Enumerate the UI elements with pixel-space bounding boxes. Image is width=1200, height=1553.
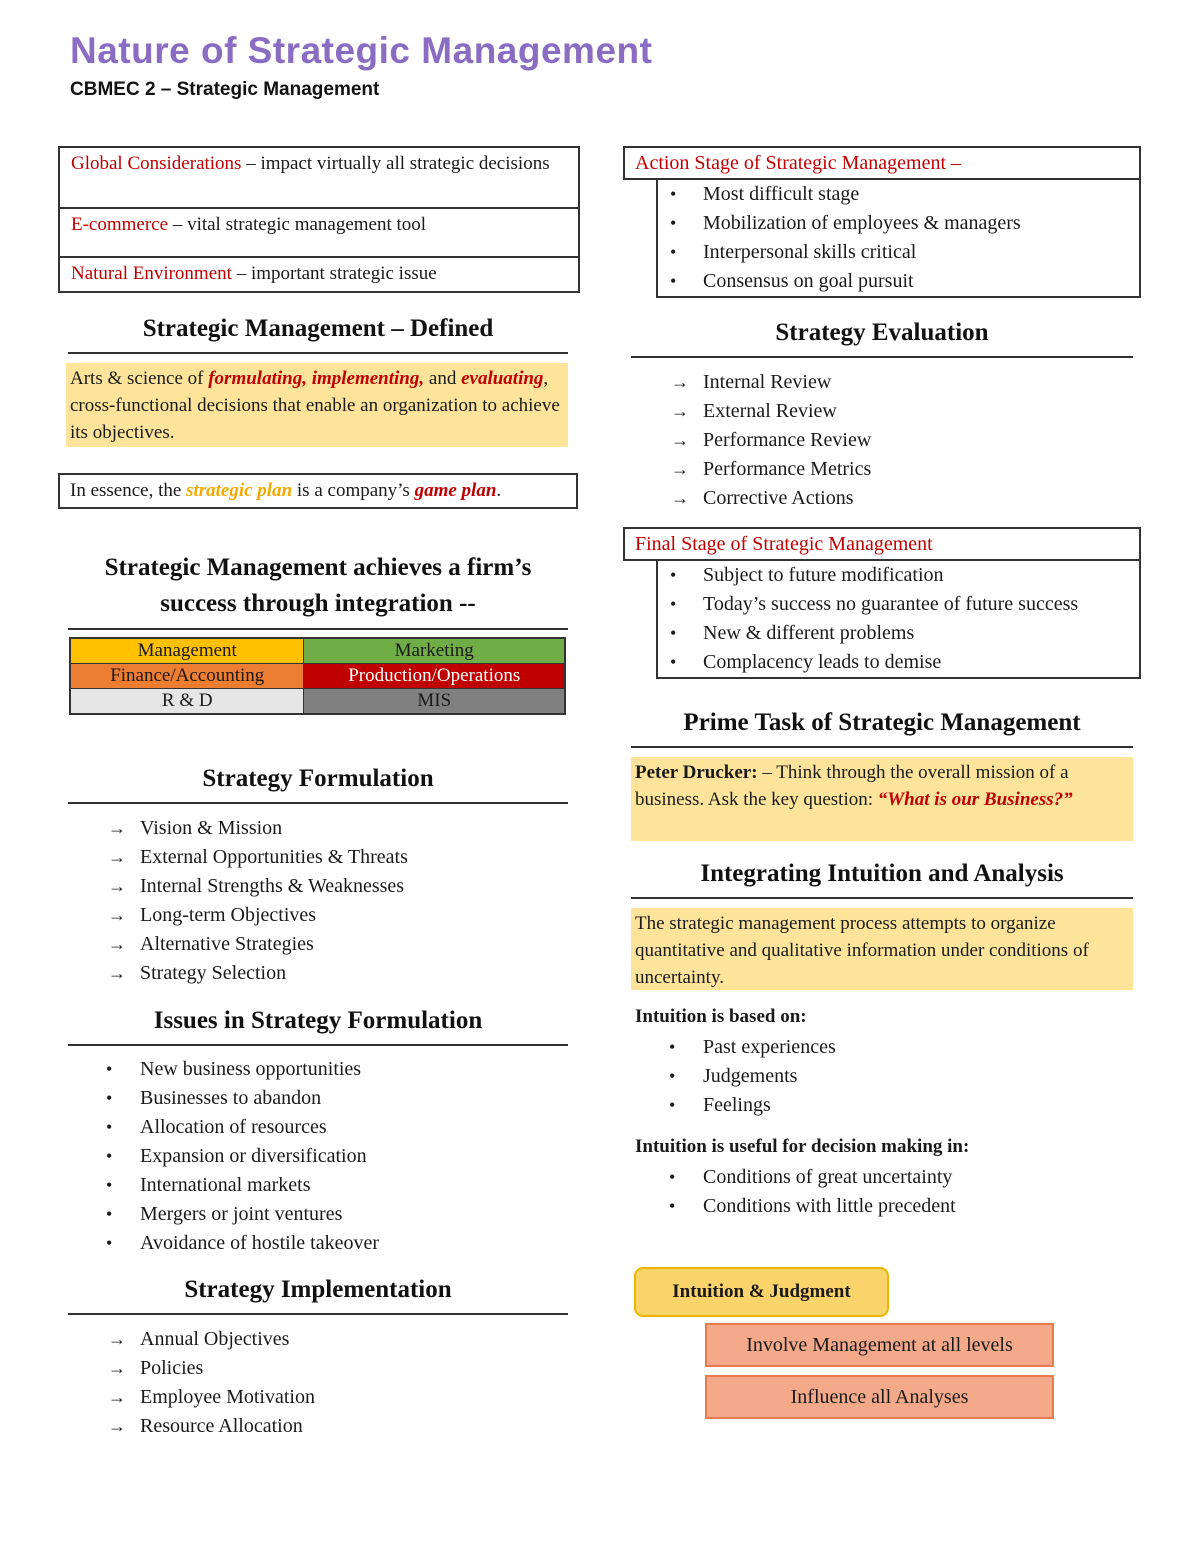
final-stage-box [623, 527, 1141, 679]
list-item [68, 1412, 568, 1441]
bullet-icon: • [670, 565, 677, 585]
arrow-icon: → [108, 1416, 126, 1436]
consideration-desc: – important strategic issue [231, 263, 437, 284]
list-item [658, 648, 1139, 677]
consideration-row [60, 148, 578, 209]
bullet-icon: • [106, 1175, 113, 1195]
definition-part: and [424, 368, 462, 389]
grid-cell-marketing: Marketing [304, 638, 565, 664]
grid-cell-rnd: R & D [70, 689, 304, 715]
arrow-icon: → [671, 488, 689, 508]
grid-cell-production: Production/Operations [304, 664, 565, 689]
essence-keyword: strategic plan [186, 480, 293, 501]
list-item [658, 561, 1139, 590]
consideration-row [60, 258, 578, 291]
prime-name: Peter Drucker: [635, 762, 758, 783]
bullet-icon: • [106, 1233, 113, 1253]
list-item-text: Internal Review [703, 371, 832, 393]
list-item-text: Today’s success no guarantee of future success [703, 593, 1079, 615]
essence-keyword: game plan [414, 480, 497, 501]
consideration-term: Natural Environment [71, 263, 232, 284]
list-item-text: Policies [140, 1357, 204, 1379]
issues-heading: Issues in Strategy Formulation [68, 1004, 568, 1046]
bullet-icon: • [670, 652, 677, 672]
list-item-text: Most difficult stage [703, 183, 860, 205]
list-item [68, 1113, 568, 1142]
list-item-text: External Review [703, 400, 837, 422]
list-item [68, 1055, 568, 1084]
list-item-text: International markets [140, 1174, 311, 1196]
bullet-icon: • [669, 1196, 676, 1216]
arrow-icon: → [108, 818, 126, 838]
list-item-text: Judgements [703, 1065, 798, 1087]
list-item [658, 209, 1139, 238]
arrow-icon: → [108, 934, 126, 954]
intuition-useful-list [631, 1163, 1131, 1221]
arrow-icon: → [108, 1329, 126, 1349]
definition-keyword: evaluating [461, 368, 544, 389]
essence-box [58, 473, 578, 509]
list-item-text: Complacency leads to demise [703, 651, 942, 673]
considerations-box [58, 146, 580, 293]
list-item-text: Performance Review [703, 429, 872, 451]
list-item [631, 484, 1133, 513]
bullet-icon: • [670, 623, 677, 643]
list-item-text: Feelings [703, 1094, 771, 1116]
list-item-text: Conditions of great uncertainty [703, 1166, 953, 1188]
final-stage-list-box [656, 561, 1141, 679]
intuition-useful-label: Intuition is useful for decision making in: [635, 1136, 970, 1157]
action-stage-list [658, 180, 1139, 296]
list-item [68, 814, 568, 843]
list-item-text: Avoidance of hostile takeover [140, 1232, 379, 1254]
list-item-text: Vision & Mission [140, 817, 283, 839]
definition-text [66, 363, 568, 447]
list-item-text: Allocation of resources [140, 1116, 327, 1138]
list-item-text: Long-term Objectives [140, 904, 317, 926]
list-item-text: Employee Motivation [140, 1386, 315, 1408]
list-item-text: Businesses to abandon [140, 1087, 322, 1109]
bullet-icon: • [106, 1146, 113, 1166]
bullet-icon: • [669, 1167, 676, 1187]
list-item [631, 455, 1133, 484]
list-item-text: External Opportunities & Threats [140, 846, 408, 868]
list-item-text: Mobilization of employees & managers [703, 212, 1021, 234]
arrow-icon: → [108, 876, 126, 896]
bullet-icon: • [670, 184, 677, 204]
implementation-heading: Strategy Implementation [68, 1273, 568, 1315]
bullet-icon: • [670, 213, 677, 233]
list-item [631, 397, 1133, 426]
integration-heading: Strategic Management achieves a firm’s success through integration -- [68, 550, 568, 630]
issues-list [68, 1055, 568, 1258]
list-item-text: Performance Metrics [703, 458, 872, 480]
arrow-icon: → [671, 372, 689, 392]
prime-text [631, 757, 1133, 841]
integration-grid [69, 637, 566, 715]
list-item-text: Consensus on goal pursuit [703, 270, 914, 292]
bullet-icon: • [106, 1117, 113, 1137]
consideration-desc: – impact virtually all strategic decisions [241, 153, 550, 174]
bullet-icon: • [670, 271, 677, 291]
list-item [68, 1171, 568, 1200]
intuition-based-label: Intuition is based on: [635, 1006, 807, 1027]
list-item [68, 843, 568, 872]
arrow-icon: → [108, 905, 126, 925]
grid-cell-mis: MIS [304, 689, 565, 715]
influence-analyses-box: Influence all Analyses [705, 1375, 1054, 1419]
page-subtitle: CBMEC 2 – Strategic Management [70, 79, 380, 100]
list-item-text: Annual Objectives [140, 1328, 290, 1350]
list-item [631, 1091, 1131, 1120]
list-item [631, 1163, 1131, 1192]
final-stage-heading: Final Stage of Strategic Management [623, 527, 1141, 561]
consideration-term: Global Considerations [71, 153, 242, 174]
bullet-icon: • [669, 1066, 676, 1086]
list-item-text: Interpersonal skills critical [703, 241, 917, 263]
intuition-judgment-pill: Intuition & Judgment [634, 1267, 889, 1317]
list-item [658, 180, 1139, 209]
list-item-text: New business opportunities [140, 1058, 362, 1080]
action-stage-list-box [656, 180, 1141, 298]
consideration-desc: – vital strategic management tool [168, 214, 427, 235]
prime-heading: Prime Task of Strategic Management [631, 706, 1133, 748]
list-item [68, 872, 568, 901]
list-item [631, 1033, 1131, 1062]
consideration-term: E-commerce [71, 214, 169, 235]
final-stage-list [658, 561, 1139, 677]
prime-desc: – Think through the overall mission of a business. Ask the key question: [635, 762, 1069, 810]
formulation-heading: Strategy Formulation [68, 762, 568, 804]
list-item [631, 368, 1133, 397]
list-item-text: New & different problems [703, 622, 915, 644]
arrow-icon: → [671, 430, 689, 450]
defined-heading: Strategic Management – Defined [68, 312, 568, 354]
list-item [658, 590, 1139, 619]
prime-question: “What is our Business?” [877, 789, 1073, 810]
list-item-text: Strategy Selection [140, 962, 287, 984]
list-item [631, 1192, 1131, 1221]
intuition-heading: Integrating Intuition and Analysis [631, 857, 1133, 899]
grid-cell-finance: Finance/Accounting [70, 664, 304, 689]
intuition-based-list [631, 1033, 1131, 1120]
list-item [68, 1142, 568, 1171]
intuition-text: The strategic management process attempts to organize quantitative and qualitative information under conditions of uncertainty. [631, 908, 1133, 990]
essence-part: . [496, 480, 502, 501]
page-title: Nature of Strategic Management [70, 30, 653, 71]
list-item-text: Conditions with little precedent [703, 1195, 956, 1217]
list-item [658, 238, 1139, 267]
involve-management-box: Involve Management at all levels [705, 1323, 1054, 1367]
list-item [631, 1062, 1131, 1091]
list-item [68, 1084, 568, 1113]
list-item-text: Mergers or joint ventures [140, 1203, 343, 1225]
bullet-icon: • [106, 1204, 113, 1224]
list-item [68, 1354, 568, 1383]
list-item-text: Past experiences [703, 1036, 836, 1058]
definition-keyword: formulating, implementing, [208, 368, 425, 389]
action-stage-box [623, 146, 1141, 298]
list-item [68, 1229, 568, 1258]
list-item-text: Expansion or diversification [140, 1145, 367, 1167]
action-stage-heading: Action Stage of Strategic Management – [623, 146, 1141, 180]
evaluation-list [631, 368, 1133, 513]
definition-part: , cross-functional decisions that enable an organization to achieve its objectives. [70, 368, 560, 443]
list-item-text: Subject to future modification [703, 564, 944, 586]
arrow-icon: → [671, 459, 689, 479]
arrow-icon: → [108, 963, 126, 983]
arrow-icon: → [108, 1387, 126, 1407]
list-item-text: Alternative Strategies [140, 933, 314, 955]
bullet-icon: • [669, 1095, 676, 1115]
definition-part: Arts & science of [70, 368, 209, 389]
list-item [631, 426, 1133, 455]
essence-part: is a company’s [292, 480, 415, 501]
bullet-icon: • [669, 1037, 676, 1057]
consideration-row [60, 209, 578, 258]
evaluation-heading: Strategy Evaluation [631, 316, 1133, 358]
list-item [68, 1383, 568, 1412]
bullet-icon: • [106, 1059, 113, 1079]
list-item [68, 901, 568, 930]
bullet-icon: • [670, 594, 677, 614]
list-item [68, 1200, 568, 1229]
bullet-icon: • [670, 242, 677, 262]
list-item-text: Internal Strengths & Weaknesses [140, 875, 405, 897]
list-item [658, 267, 1139, 296]
bullet-icon: • [106, 1088, 113, 1108]
list-item-text: Corrective Actions [703, 487, 854, 509]
implementation-list [68, 1325, 568, 1441]
list-item-text: Resource Allocation [140, 1415, 303, 1437]
list-item [68, 959, 568, 988]
formulation-list [68, 814, 568, 988]
arrow-icon: → [671, 401, 689, 421]
essence-part: In essence, the [70, 480, 187, 501]
list-item [68, 1325, 568, 1354]
list-item [68, 930, 568, 959]
arrow-icon: → [108, 1358, 126, 1378]
list-item [658, 619, 1139, 648]
grid-cell-management: Management [70, 638, 304, 664]
arrow-icon: → [108, 847, 126, 867]
